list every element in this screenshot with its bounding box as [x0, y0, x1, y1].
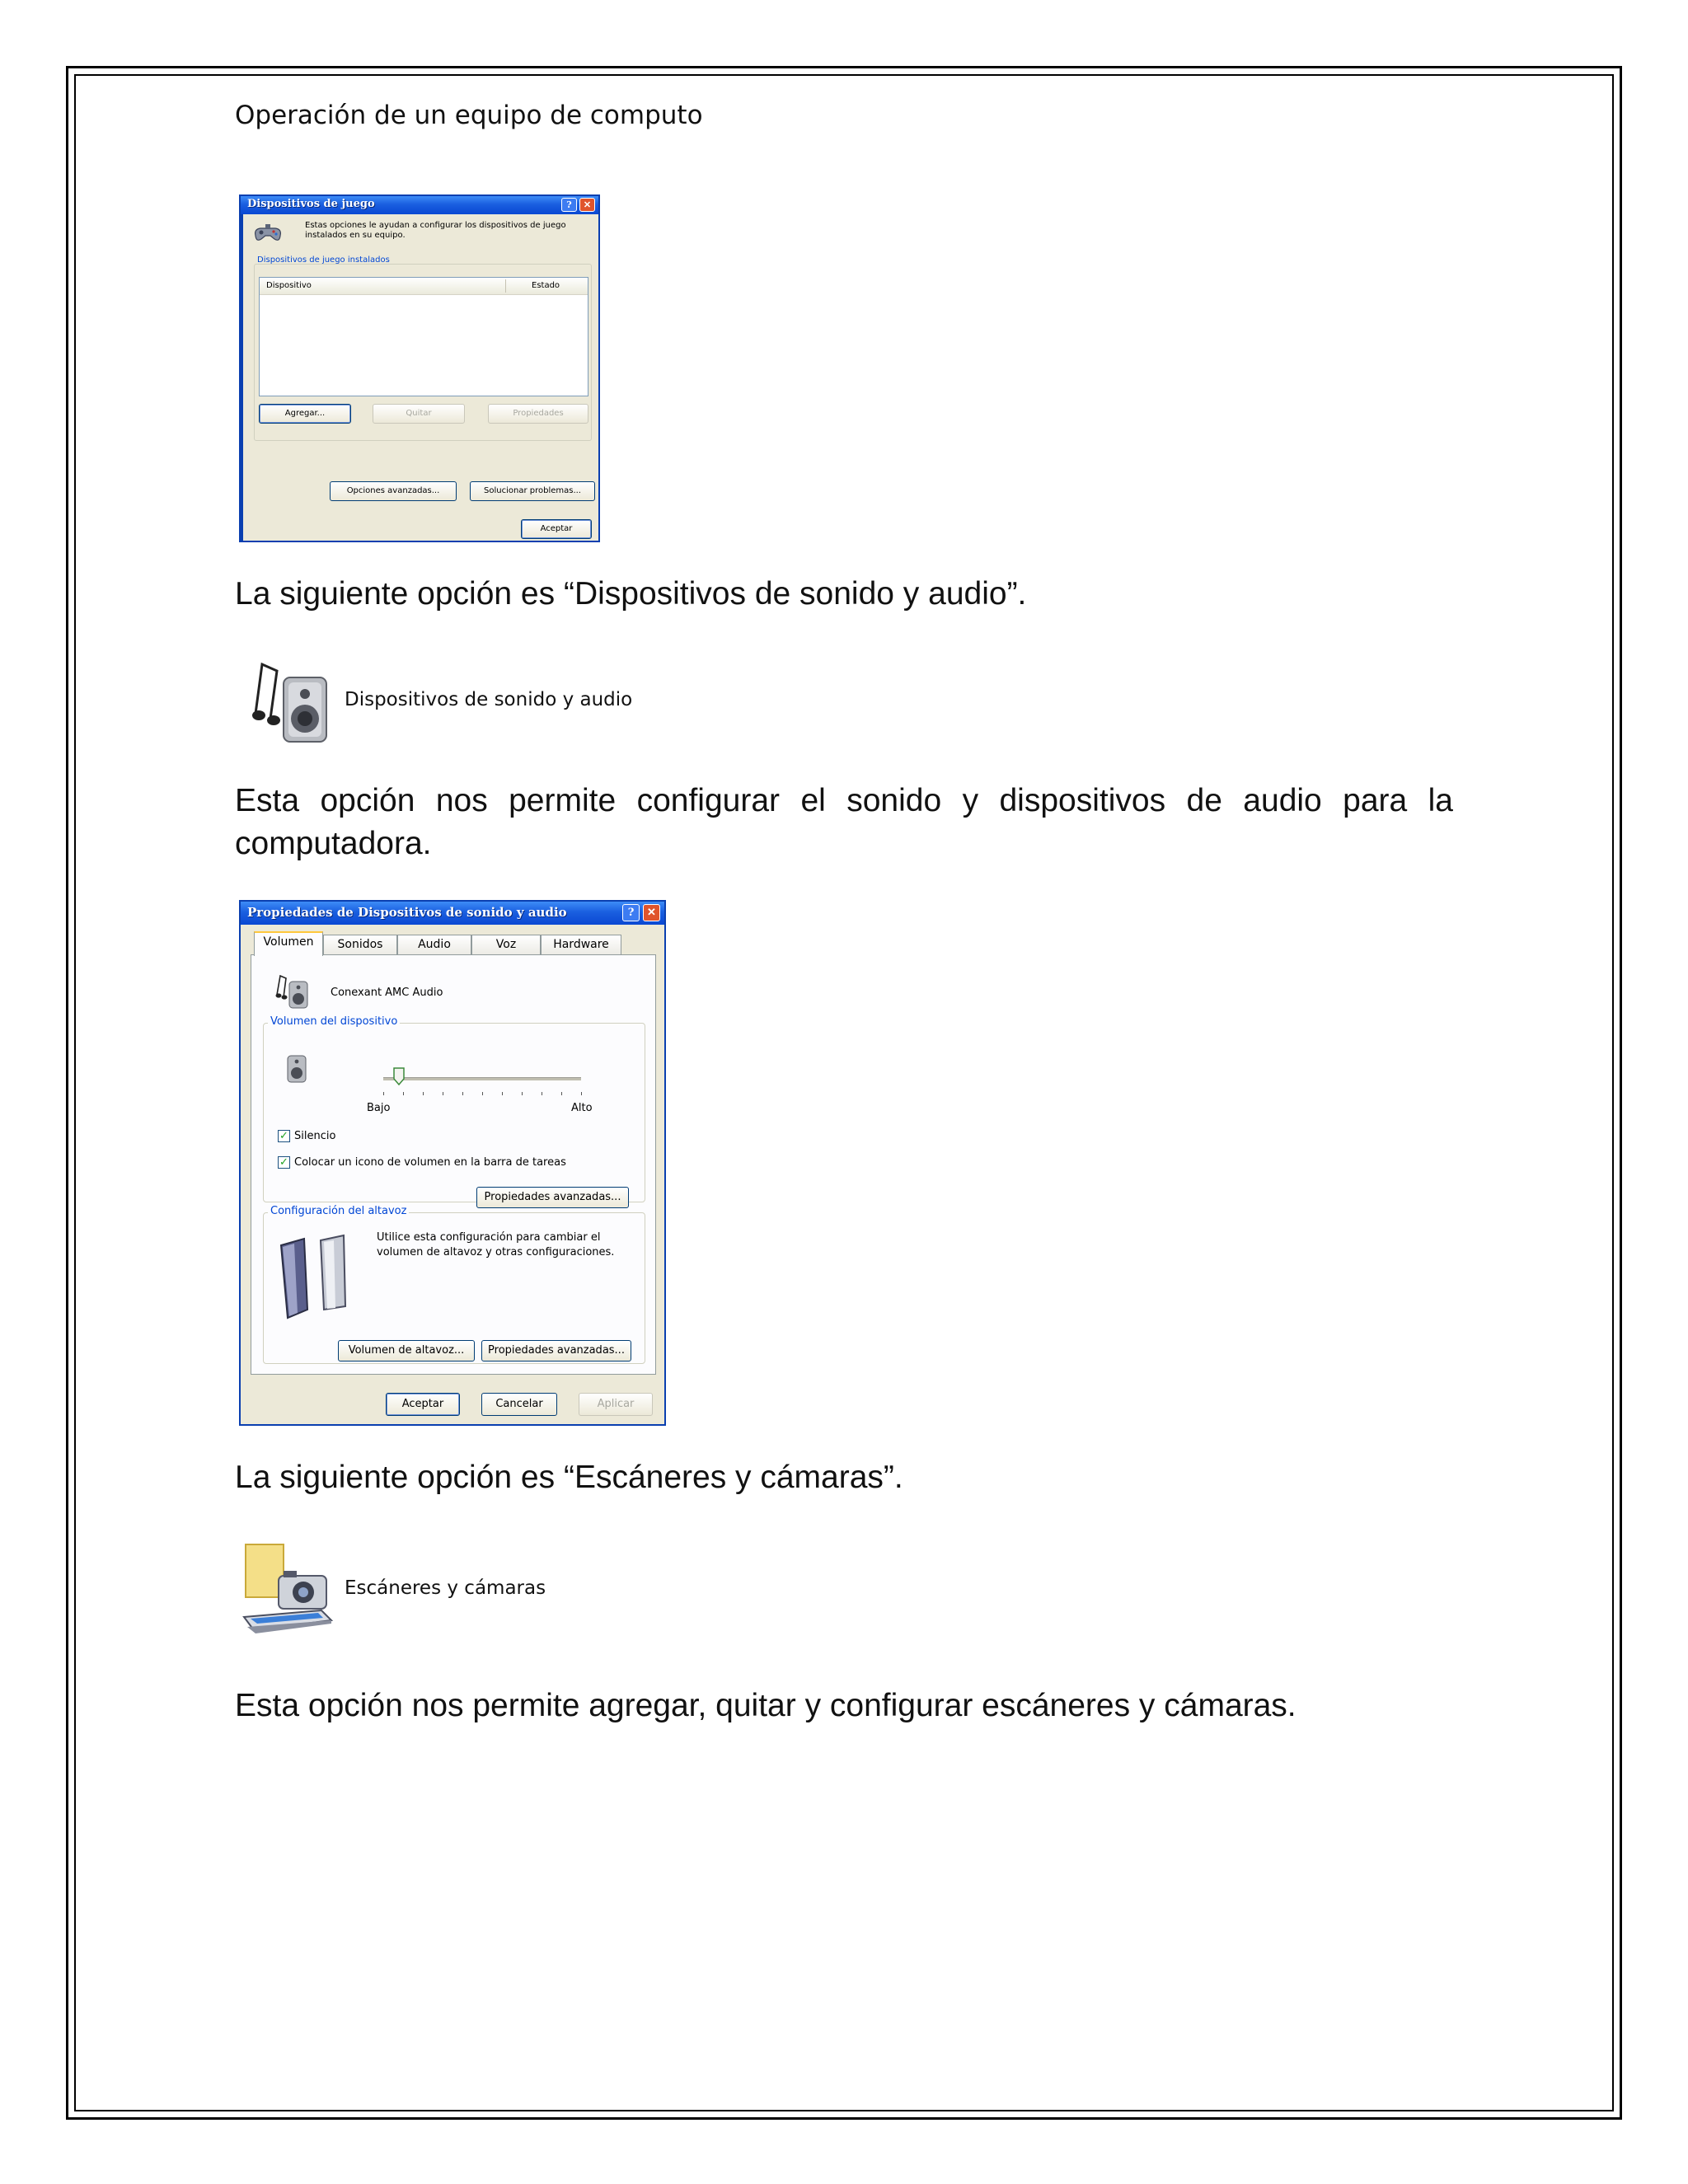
tab-volumen[interactable]: Volumen — [254, 931, 323, 956]
volume-tick — [403, 1092, 404, 1095]
volume-tick — [522, 1092, 523, 1095]
tab-audio[interactable]: Audio — [397, 935, 471, 954]
column-device[interactable]: Dispositivo — [266, 281, 312, 290]
troubleshoot-button[interactable]: Solucionar problemas... — [470, 481, 595, 501]
list-header — [260, 278, 588, 295]
volume-tick — [502, 1092, 503, 1095]
volume-slider-track[interactable] — [383, 1077, 581, 1080]
speaker-help-line1: Utilice esta configuración para cambiar el — [377, 1231, 601, 1244]
mute-label: Silencio — [294, 1130, 336, 1142]
tray-icon-checkbox[interactable]: ✓ — [278, 1156, 290, 1169]
speaker-advanced-button[interactable]: Propiedades avanzadas... — [481, 1340, 631, 1361]
paragraph-sound-intro: La siguiente opción es “Dispositivos de sonido y audio”. — [235, 576, 1027, 612]
window-title: Propiedades de Dispositivos de sonido y audio — [247, 905, 567, 920]
window-title: Dispositivos de juego — [247, 198, 375, 210]
audio-device-icon — [274, 973, 309, 1010]
column-status[interactable]: Estado — [532, 281, 560, 290]
speaker-help-line2: volumen de altavoz y otras configuraciones. — [377, 1246, 615, 1258]
speakers-icon — [276, 1230, 350, 1321]
close-button[interactable]: ✕ — [643, 904, 660, 921]
title-bar — [241, 902, 664, 925]
volume-tick — [561, 1092, 562, 1095]
installed-group-label: Dispositivos de juego instalados — [257, 255, 390, 265]
mute-checkbox[interactable]: ✓ — [278, 1130, 290, 1142]
paragraph-sound-desc: Esta opción nos permite configurar el sonido y dispositivos de audio para la computadora. — [235, 783, 1453, 861]
apply-button[interactable]: Aplicar — [579, 1393, 653, 1416]
intro-text: Estas opciones le ayudan a configurar los dispositivos de juego instalados en su equipo. — [305, 221, 566, 240]
advanced-properties-button[interactable]: Propiedades avanzadas... — [476, 1187, 629, 1208]
help-button[interactable]: ? — [561, 198, 577, 212]
volume-tab-panel — [251, 954, 656, 1375]
volume-tick — [581, 1092, 582, 1095]
page-header: Operación de un equipo de computo — [235, 101, 703, 130]
paragraph-scanner-desc: Esta opción nos permite agregar, quitar y configurar escáneres y cámaras. — [235, 1688, 1296, 1723]
add-button[interactable]: Agregar... — [259, 404, 351, 424]
speaker-settings-group-label: Configuración del altavoz — [268, 1205, 409, 1217]
paragraph-scanner-intro: La siguiente opción es “Escáneres y cámaras”. — [235, 1460, 903, 1495]
volume-low-label: Bajo — [367, 1102, 391, 1114]
properties-button[interactable]: Propiedades — [488, 404, 588, 424]
scanner-camera-icon — [242, 1541, 335, 1642]
volume-tick — [462, 1092, 463, 1095]
volume-high-label: Alto — [571, 1102, 593, 1114]
sound-devices-label: Dispositivos de sonido y audio — [345, 689, 633, 710]
tab-sonidos[interactable]: Sonidos — [323, 935, 397, 954]
game-devices-window — [239, 194, 600, 542]
volume-tick — [423, 1092, 424, 1095]
speaker-music-icon — [249, 659, 331, 746]
scanners-cameras-label: Escáneres y cámaras — [345, 1577, 546, 1599]
speaker-volume-button[interactable]: Volumen de altavoz... — [338, 1340, 475, 1361]
device-volume-group-label: Volumen del dispositivo — [268, 1015, 400, 1028]
ok-button[interactable]: Aceptar — [386, 1393, 460, 1416]
volume-slider-thumb[interactable] — [393, 1067, 405, 1085]
cancel-button[interactable]: Cancelar — [481, 1393, 557, 1416]
devices-list[interactable] — [259, 277, 588, 396]
tab-hardware[interactable]: Hardware — [541, 935, 621, 954]
help-button[interactable]: ? — [622, 904, 640, 921]
sound-properties-window — [239, 900, 666, 1426]
column-separator — [505, 279, 506, 293]
speaker-icon — [286, 1054, 307, 1084]
volume-tick — [383, 1092, 384, 1095]
remove-button[interactable]: Quitar — [373, 404, 465, 424]
volume-tick — [482, 1092, 483, 1095]
close-button[interactable]: ✕ — [579, 198, 595, 212]
tray-icon-label: Colocar un icono de volumen en la barra de tareas — [294, 1156, 566, 1169]
tab-voz[interactable]: Voz — [471, 935, 541, 954]
title-bar — [241, 196, 598, 214]
gamepad-icon — [251, 221, 285, 246]
window-edge — [241, 214, 243, 541]
device-name: Conexant AMC Audio — [331, 987, 443, 999]
advanced-options-button[interactable]: Opciones avanzadas... — [330, 481, 457, 501]
ok-button[interactable]: Aceptar — [521, 519, 592, 539]
